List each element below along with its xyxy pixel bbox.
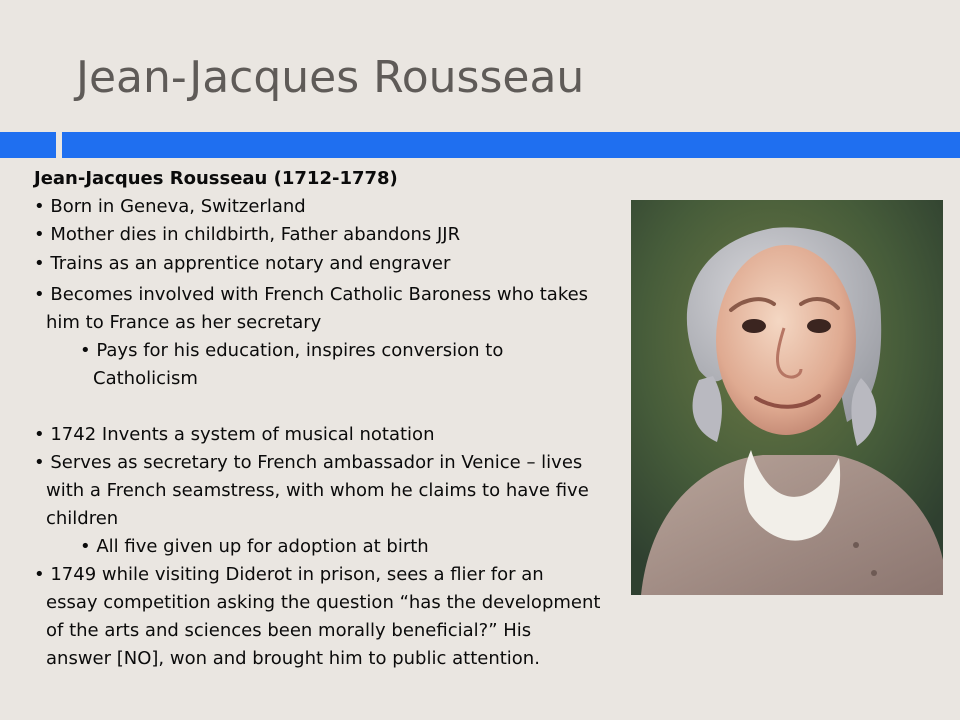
continuation-line: essay competition asking the question “has the development bbox=[46, 592, 601, 613]
continuation-line: with a French seamstress, with whom he claims to have five bbox=[46, 480, 589, 501]
bullet-marker: • bbox=[80, 340, 91, 361]
bullet-text: Born in Geneva, Switzerland bbox=[50, 196, 306, 217]
bullet-line bbox=[34, 223, 460, 247]
bullet-marker: • bbox=[34, 424, 45, 445]
continuation-line: of the arts and sciences been morally beneficial?” His bbox=[46, 620, 532, 641]
bullet-marker: • bbox=[80, 536, 91, 557]
portrait-image bbox=[631, 200, 943, 595]
bullet-marker: • bbox=[34, 564, 45, 585]
bullet-marker: • bbox=[34, 196, 45, 217]
bullet-text: 1749 while visiting Diderot in prison, sees a flier for an bbox=[50, 564, 544, 585]
content-heading: Jean-Jacques Rousseau (1712-1778) bbox=[34, 168, 398, 189]
sub-bullet-line bbox=[80, 535, 429, 559]
continuation-line: answer [NO], won and brought him to public attention. bbox=[46, 648, 540, 669]
bullet-marker: • bbox=[34, 284, 45, 305]
continuation-line: children bbox=[46, 508, 119, 529]
continuation-line: him to France as her secretary bbox=[46, 312, 322, 333]
bullet-marker: • bbox=[34, 452, 45, 473]
bullet-text: All five given up for adoption at birth bbox=[96, 536, 429, 557]
sub-bullet-line bbox=[80, 339, 503, 363]
bullet-text: Serves as secretary to French ambassador in Venice – lives bbox=[50, 452, 583, 473]
bullet-text: Becomes involved with French Catholic Baroness who takes bbox=[50, 284, 589, 305]
bullet-text: 1742 Invents a system of musical notation bbox=[50, 424, 435, 445]
bullet-line bbox=[34, 423, 434, 447]
bullet-line bbox=[34, 563, 544, 587]
bullet-text: Mother dies in childbirth, Father abandons JJR bbox=[50, 224, 461, 245]
continuation-line: Catholicism bbox=[93, 368, 198, 389]
bullet-marker: • bbox=[34, 224, 45, 245]
bullet-line bbox=[34, 283, 588, 307]
portrait-illustration bbox=[631, 200, 943, 595]
slide-title: Jean-Jacques Rousseau bbox=[76, 52, 585, 103]
bullet-text: Trains as an apprentice notary and engraver bbox=[50, 253, 451, 274]
bullet-text: Pays for his education, inspires conversion to bbox=[96, 340, 504, 361]
bullet-line bbox=[34, 451, 582, 475]
bullet-line bbox=[34, 195, 306, 219]
bullet-marker: • bbox=[34, 253, 45, 274]
bullet-line bbox=[34, 252, 450, 276]
